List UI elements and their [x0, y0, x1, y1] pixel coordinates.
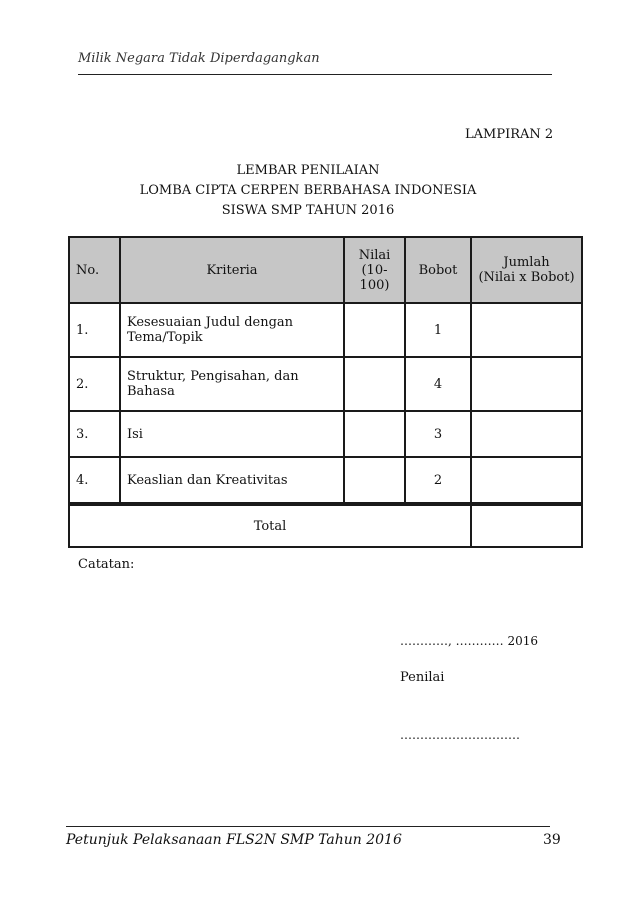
notes-label: Catatan:: [78, 557, 135, 572]
row-4-kriteria: Keaslian dan Kreativitas: [120, 457, 344, 504]
row-1-nilai-cell[interactable]: [344, 303, 405, 357]
appendix-label: LAMPIRAN 2: [465, 127, 554, 142]
header-jumlah-line-2: (Nilai x Bobot): [478, 270, 575, 285]
row-2-nilai-cell[interactable]: [344, 357, 405, 411]
header-no: No.: [69, 237, 120, 303]
row-1-kriteria-line-1: Kesesuaian Judul dengan: [127, 315, 294, 330]
total-row: [69, 504, 582, 547]
signature-name-line: …………………………: [400, 728, 520, 742]
row-3-kriteria: Isi: [120, 411, 344, 457]
row-1-no: 1.: [69, 303, 120, 357]
total-value-cell[interactable]: [471, 504, 582, 547]
table-header-row: [69, 237, 582, 303]
row-3-bobot: 3: [405, 411, 471, 457]
row-1-bobot: 1: [405, 303, 471, 357]
document-title-line-3: SISWA SMP TAHUN 2016: [221, 203, 395, 218]
total-label: Total: [69, 504, 471, 547]
header-nilai: [344, 237, 405, 303]
row-4-jumlah-cell[interactable]: [471, 457, 582, 504]
row-3-no: 3.: [69, 411, 120, 457]
signature-role: Penilai: [400, 670, 445, 685]
table-row: [69, 357, 582, 411]
footer-divider: [66, 826, 550, 827]
page-number: 39: [543, 832, 561, 848]
assessment-table: [68, 236, 583, 548]
row-1-jumlah-cell[interactable]: [471, 303, 582, 357]
signature-date-line: …………, ………… 2016: [400, 634, 538, 648]
header-bobot: Bobot: [405, 237, 471, 303]
header-nilai-line-2: (10-100): [359, 262, 390, 293]
row-4-nilai-cell[interactable]: [344, 457, 405, 504]
row-2-kriteria-line-1: Struktur, Pengisahan, dan: [127, 369, 299, 384]
row-1-kriteria-line-2: Tema/Topik: [127, 330, 203, 345]
row-2-no: 2.: [69, 357, 120, 411]
running-header: Milik Negara Tidak Diperdagangkan: [78, 51, 320, 66]
footer-title: Petunjuk Pelaksanaan FLS2N SMP Tahun 2016: [66, 832, 402, 848]
table-row: [69, 303, 582, 357]
row-2-jumlah-cell[interactable]: [471, 357, 582, 411]
table-row: [69, 457, 582, 504]
row-4-bobot: 2: [405, 457, 471, 504]
header-divider: [78, 74, 552, 75]
document-title-line-2: LOMBA CIPTA CERPEN BERBAHASA INDONESIA: [139, 183, 477, 198]
document-title-line-1: LEMBAR PENILAIAN: [236, 163, 380, 178]
table-row: [69, 411, 582, 457]
row-4-no: 4.: [69, 457, 120, 504]
row-1-kriteria: [120, 303, 344, 357]
row-2-kriteria-line-2: Bahasa: [127, 384, 175, 399]
row-2-kriteria: [120, 357, 344, 411]
row-2-bobot: 4: [405, 357, 471, 411]
header-jumlah-line-1: Jumlah: [503, 255, 550, 270]
row-3-nilai-cell[interactable]: [344, 411, 405, 457]
header-nilai-line-1: Nilai: [358, 247, 391, 263]
header-jumlah: [471, 237, 582, 303]
header-kriteria: Kriteria: [120, 237, 344, 303]
row-3-jumlah-cell[interactable]: [471, 411, 582, 457]
